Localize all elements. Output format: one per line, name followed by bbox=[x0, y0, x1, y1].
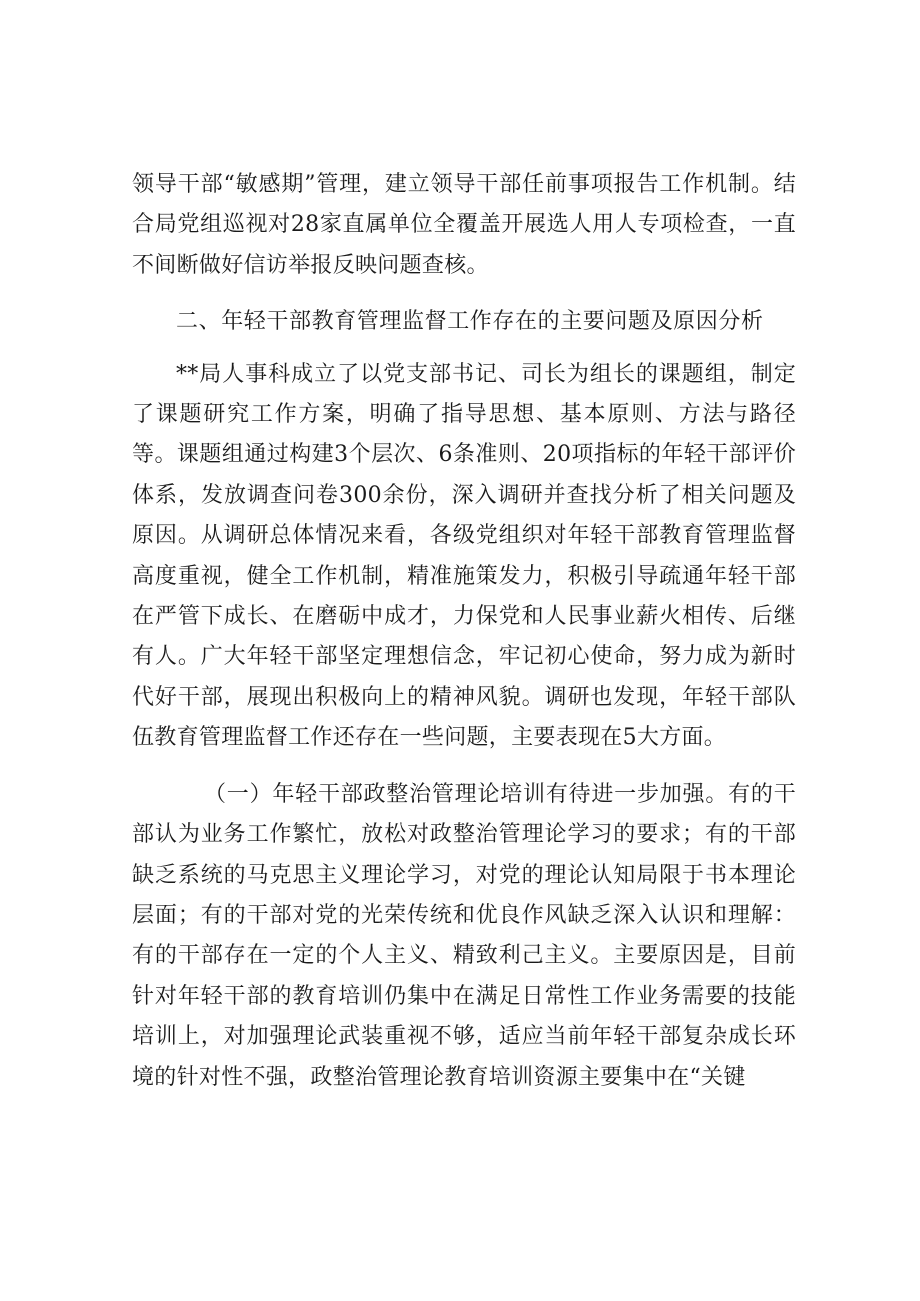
document-body bbox=[132, 165, 796, 1098]
spacer bbox=[132, 286, 796, 302]
section-heading: 二、年轻干部教育管理监督工作存在的主要问题及原因分析 bbox=[176, 309, 764, 335]
spacer bbox=[132, 759, 796, 775]
spacer bbox=[132, 343, 796, 355]
paragraph-continuation: 领导干部“敏感期”管理，建立领导干部任前事项报告工作机制。结合局党组巡视对28家直属单位全覆盖开展选人用人专项检查，一直不间断做好信访举报反映问题查核。 bbox=[132, 172, 796, 278]
paragraph-research-overview: **局人事科成立了以党支部书记、司长为组长的课题组，制定了课题研究工作方案，明确了指导思想、基本原则、方法与路径等。课题组通过构建3个层次、6条准则、20项指标的年轻干部评价体系，发放调查问卷300余份，深入调研并查找分析了相关问题及原因。从调研总体情况来看，各级党组织对年轻干部教育管理监督高度重视，健全工作机制，精准施策发力，积极引导疏通年轻干部在严管下成长、在磨砺中成才，力保党和人民事业薪火相传、后继有人。广大年轻干部坚定理想信念，牢记初心使命，努力成为新时代好干部，展现出积极向上的精神风貌。调研也发现，年轻干部队伍教育管理监督工作还存在一些问题，主要表现在5大方面。 bbox=[132, 361, 796, 751]
paragraph-issue-one: （一）年轻干部政整治管理论培训有待进一步加强。有的干部认为业务工作繁忙，放松对政整治管理论学习的要求；有的干部缺乏系统的马克思主义理论学习，对党的理论认知局限于书本理论层面；有的干部对党的光荣传统和优良作风缺乏深入认识和理解：有的干部存在一定的个人主义、精致利己主义。主要原因是，目前针对年轻干部的教育培训仍集中在满足日常性工作业务需要的技能培训上，对加强理论武装重视不够，适应当前年轻干部复杂成长环境的针对性不强，政整治管理论教育培训资源主要集中在“关键 bbox=[132, 781, 796, 1090]
